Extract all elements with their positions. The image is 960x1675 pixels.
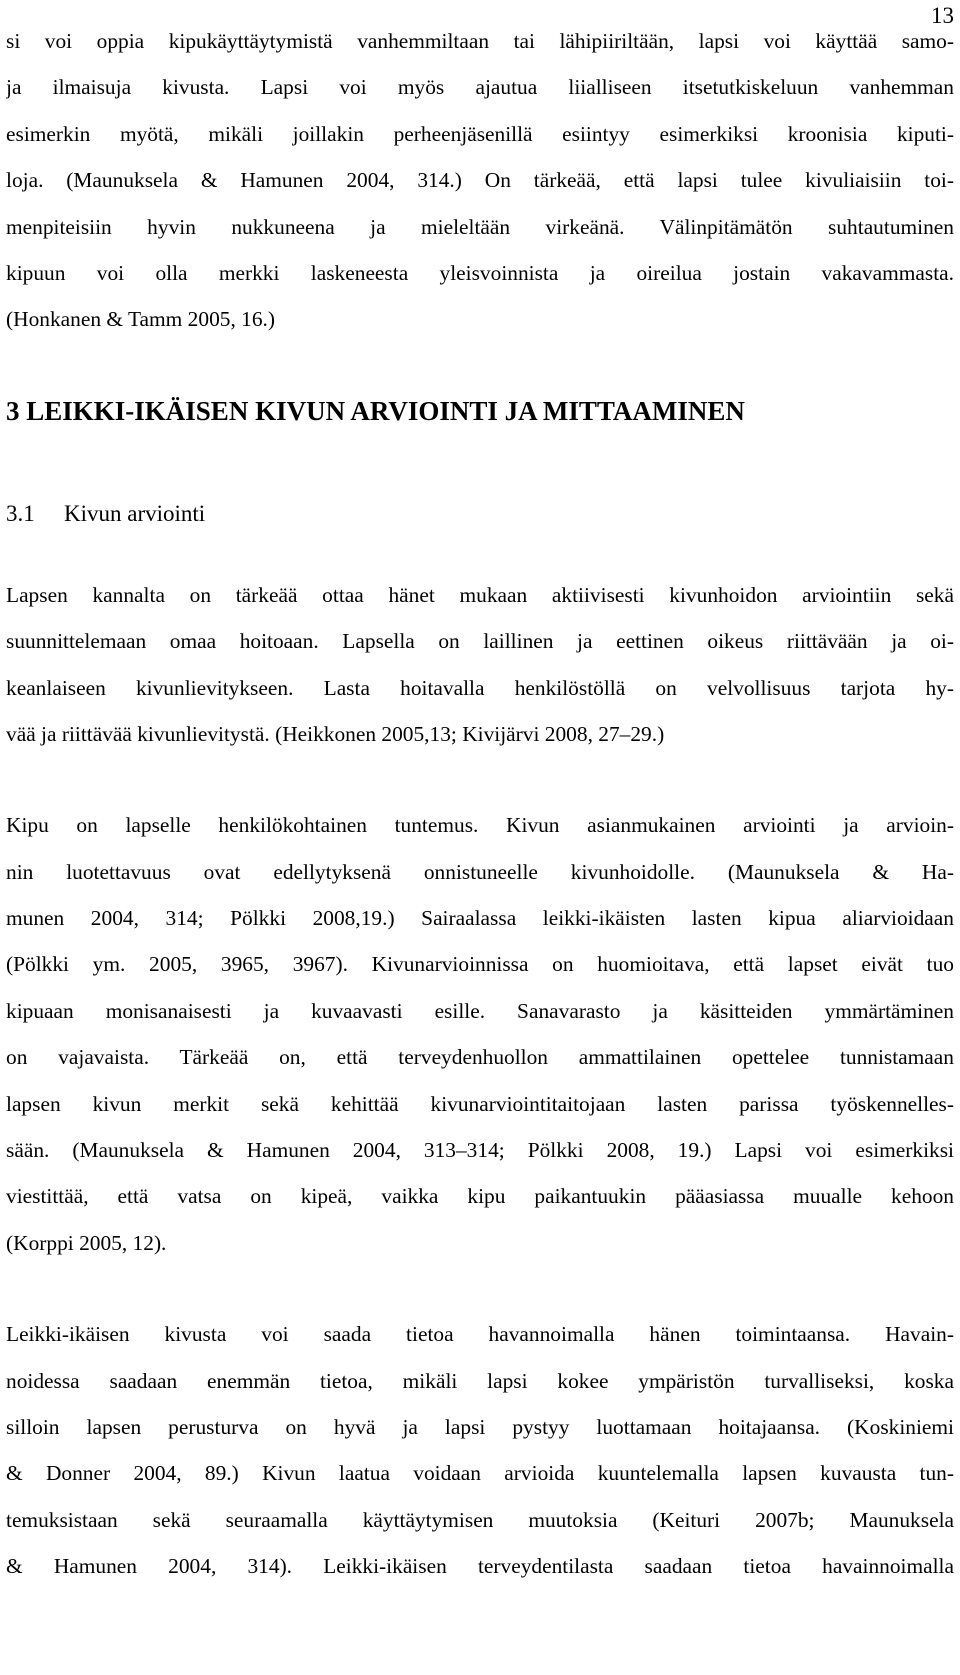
text-line: noidessa saadaan enemmän tietoa, mikäli lapsi kokee ympäristön turvalliseksi, koska bbox=[6, 1368, 954, 1393]
paragraph bbox=[6, 18, 954, 343]
paragraph bbox=[6, 802, 954, 1266]
text-line: keanlaiseen kivunlievitykseen. Lasta hoitavalla henkilöstöllä on velvollisuus tarjota hy- bbox=[6, 675, 954, 700]
text-line: Leikki-ikäisen kivusta voi saada tietoa havannoimalla hänen toimintaansa. Havain- bbox=[6, 1322, 954, 1347]
text-line: (Honkanen & Tamm 2005, 16.) bbox=[6, 307, 276, 332]
text-line: silloin lapsen perusturva on hyvä ja lapsi pystyy luottamaan hoitajaansa. (Koskiniemi bbox=[6, 1414, 954, 1439]
text-line: Lapsen kannalta on tärkeää ottaa hänet mukaan aktiivisesti kivunhoidon arviointiin sekä bbox=[6, 582, 954, 607]
text-line: kipuaan monisanaisesti ja kuvaavasti esille. Sanavarasto ja käsitteiden ymmärtäminen bbox=[6, 998, 954, 1023]
text-line: menpiteisiin hyvin nukkuneena ja mieleltään virkeänä. Välinpitämätön suhtautuminen bbox=[6, 214, 954, 239]
section-title: Kivun arviointi bbox=[64, 500, 206, 526]
document-body bbox=[6, 18, 954, 1590]
text-line: temuksistaan sekä seuraamalla käyttäytymisen muutoksia (Keituri 2007b; Maunuksela bbox=[6, 1507, 954, 1532]
section-number: 3.1 bbox=[6, 500, 35, 526]
text-line: munen 2004, 314; Pölkki 2008,19.) Sairaalassa leikki-ikäisten lasten kipua aliarvioidaan bbox=[6, 906, 954, 931]
text-line: & Hamunen 2004, 314). Leikki-ikäisen terveydentilasta saadaan tietoa havainnoimalla bbox=[6, 1554, 954, 1579]
text-line: esimerkin myötä, mikäli joillakin perheenjäsenillä esiintyy esimerkiksi kroonisia kiputi- bbox=[6, 121, 954, 146]
text-line: kipuun voi olla merkki laskeneesta yleisvoinnista ja oireilua jostain vakavammasta. bbox=[6, 260, 954, 285]
text-line: viestittää, että vatsa on kipeä, vaikka kipu paikantuukin pääasiassa muualle kehoon bbox=[6, 1184, 954, 1209]
paragraph bbox=[6, 1311, 954, 1589]
chapter-heading: 3 LEIKKI-IKÄISEN KIVUN ARVIOINTI JA MITTAAMINEN bbox=[6, 395, 745, 426]
text-line: ja ilmaisuja kivusta. Lapsi voi myös ajautua liialliseen itsetutkiskeluun vanhemman bbox=[6, 75, 954, 100]
text-line: si voi oppia kipukäyttäytymistä vanhemmiltaan tai lähipiiriltään, lapsi voi käyttää samo- bbox=[6, 29, 954, 53]
text-line: on vajavaista. Tärkeää on, että terveydenhuollon ammattilainen opettelee tunnistamaan bbox=[6, 1045, 954, 1070]
text-line: Kipu on lapselle henkilökohtainen tuntemus. Kivun asianmukainen arviointi ja arvioin- bbox=[6, 813, 954, 838]
text-line: lapsen kivun merkit sekä kehittää kivunarviointitaitojaan lasten parissa työskennelles- bbox=[6, 1091, 954, 1116]
text-line: vää ja riittävää kivunlievitystä. (Heikkonen 2005,13; Kivijärvi 2008, 27–29.) bbox=[6, 721, 665, 746]
section-heading bbox=[6, 496, 954, 532]
page-number: 13 bbox=[931, 3, 954, 28]
text-line: suunnittelemaan omaa hoitoaan. Lapsella on laillinen ja eettinen oikeus riittävään ja oi- bbox=[6, 629, 954, 654]
text-line: loja. (Maunuksela & Hamunen 2004, 314.) On tärkeää, että lapsi tulee kivuliaisiin toi- bbox=[6, 168, 954, 193]
text-line: (Korppi 2005, 12). bbox=[6, 1230, 167, 1255]
paragraph bbox=[6, 572, 954, 758]
text-line: nin luotettavuus ovat edellytyksenä onnistuneelle kivunhoidolle. (Maunuksela & Ha- bbox=[6, 859, 954, 884]
text-line: sään. (Maunuksela & Hamunen 2004, 313–314; Pölkki 2008, 19.) Lapsi voi esimerkiksi bbox=[6, 1138, 954, 1163]
text-line: & Donner 2004, 89.) Kivun laatua voidaan arvioida kuuntelemalla lapsen kuvausta tun- bbox=[6, 1461, 954, 1486]
text-line: (Pölkki ym. 2005, 3965, 3967). Kivunarvioinnissa on huomioitava, että lapset eivät tuo bbox=[6, 952, 954, 977]
